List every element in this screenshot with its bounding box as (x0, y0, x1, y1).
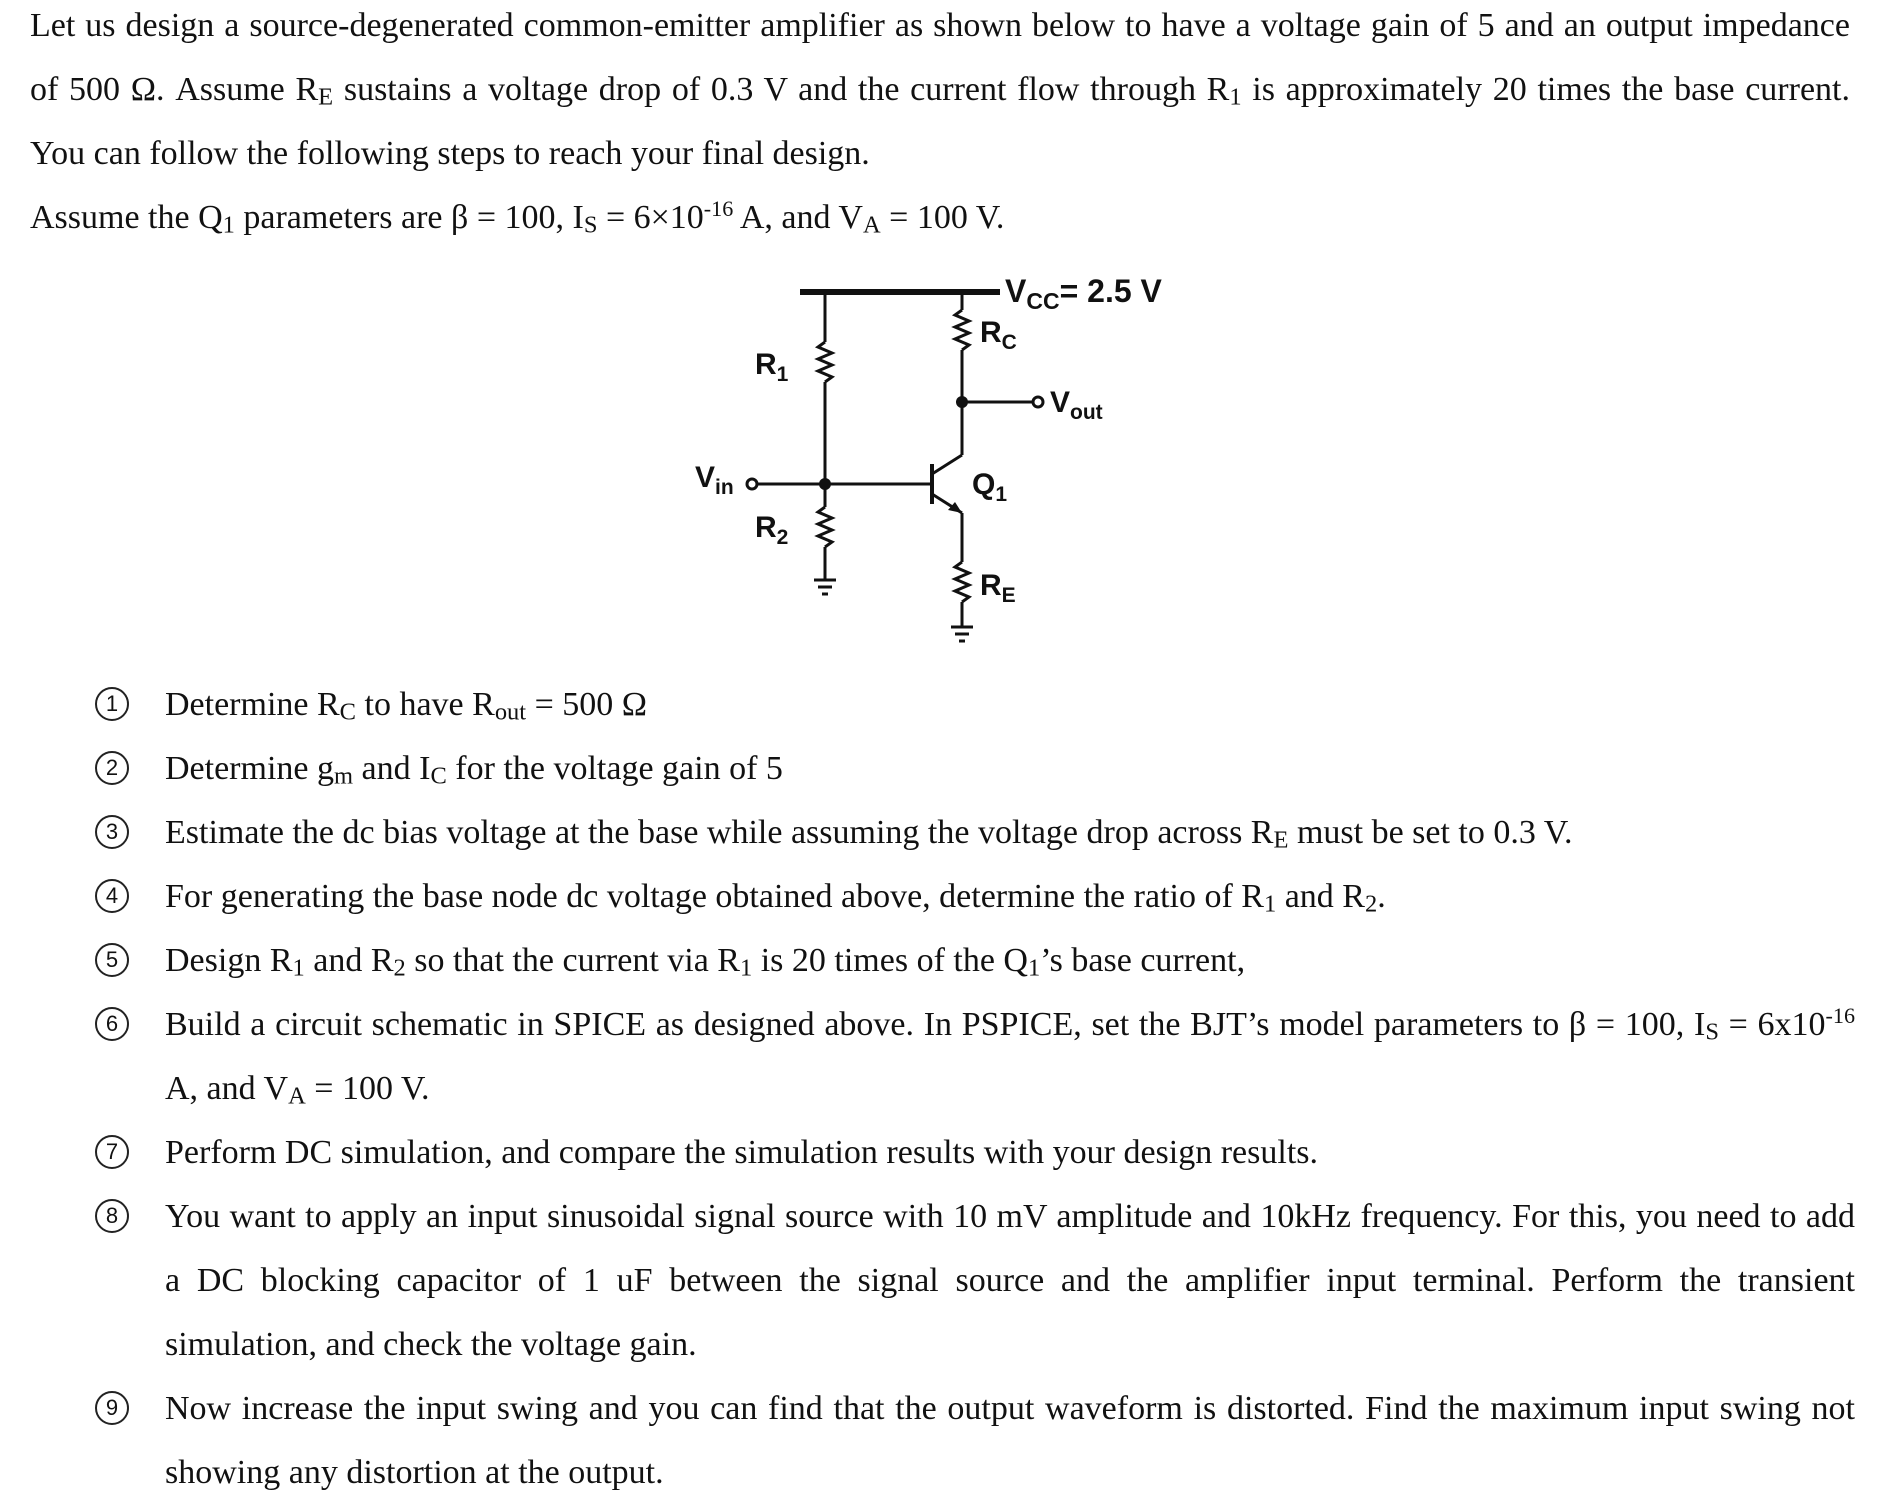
vin-terminal (747, 479, 757, 489)
step-text: You want to apply an input sinusoidal signal source with 10 mV amplitude and 10kHz frequency. For this, you need to add a DC blocking capacitor of 1 uF between the signal source and the amplifier input terminal. Perform the transient simulation, and check the voltage gain. (165, 1198, 1855, 1363)
step-number: 5 (95, 943, 129, 977)
step-5 (95, 929, 1855, 993)
step-text: Estimate the dc bias voltage at the base while assuming the voltage drop across RE must be set to 0.3 V. (165, 814, 1573, 854)
junction-dot (819, 478, 831, 490)
step-text: Perform DC simulation, and compare the simulation results with your design results. (165, 1134, 1318, 1171)
step-3 (95, 801, 1855, 865)
re-resistor (955, 562, 969, 602)
vout-terminal (1033, 397, 1043, 407)
step-number: 3 (95, 815, 129, 849)
step-number: 6 (95, 1007, 129, 1041)
vin-label: $V_{in}$ (695, 461, 734, 499)
vcc-label: $V_{CC}= 2.5$ V (1005, 273, 1162, 314)
step-text: For generating the base node dc voltage obtained above, determine the ratio of R1 and R2. (165, 878, 1386, 918)
r2-label: $R_2$ (755, 511, 789, 549)
step-number: 2 (95, 751, 129, 785)
step-list (95, 673, 1855, 1505)
step-number: 9 (95, 1391, 129, 1425)
re-label: $R_E$ (980, 569, 1016, 607)
step-4 (95, 865, 1855, 929)
step-8 (95, 1185, 1855, 1377)
step-number: 8 (95, 1199, 129, 1233)
r1-resistor (818, 342, 832, 382)
step-text: Design R1 and R2 so that the current via R1 is 20 times of the Q1’s base current, (165, 942, 1246, 982)
step-9 (95, 1377, 1855, 1505)
step-number: 1 (95, 687, 129, 721)
transistor-parameters: Assume the Q1 parameters are β = 100, IS = $6\times 10^{-16}$ A, and VA = 100 V. (30, 195, 1005, 239)
junction-dot (956, 396, 968, 408)
step-text: Determine RC to have Rout = 500 Ω (165, 686, 648, 726)
problem-intro: Let us design a source-degenerated common-emitter amplifier as shown below to have a voltage gain of 5 and an output impedance of 500 Ω. Assume RE sustains a voltage drop of 0.3 V and the current flow through R1 is approximately 20 times the base current. You can follow the following steps to reach your final design. (30, 7, 1850, 172)
q1-label: $Q_1$ (972, 468, 1008, 506)
amplifier-schematic (660, 262, 1220, 682)
step-number: 7 (95, 1135, 129, 1169)
r2-resistor (818, 507, 832, 547)
step-text: Determine gm and IC for the voltage gain of 5 (165, 750, 783, 790)
emitter-arrow (948, 502, 962, 513)
vout-label: $V_{out}$ (1050, 386, 1103, 424)
step-text: Now increase the input swing and you can find that the output waveform is distorted. Find the maximum input swing not showing any distortion at the output. (165, 1390, 1855, 1491)
step-1 (95, 673, 1855, 737)
step-text: Build a circuit schematic in SPICE as designed above. In PSPICE, set the BJT’s model parameters to β = 100, IS = $6x10^{-16}$ A, and VA = 100 V. (165, 1002, 1855, 1110)
r1-label: $R_1$ (755, 348, 789, 386)
rc-label: $R_C$ (980, 316, 1017, 354)
step-number: 4 (95, 879, 129, 913)
rc-resistor (955, 310, 969, 350)
step-6 (95, 993, 1855, 1121)
step-2 (95, 737, 1855, 801)
step-7 (95, 1121, 1855, 1185)
